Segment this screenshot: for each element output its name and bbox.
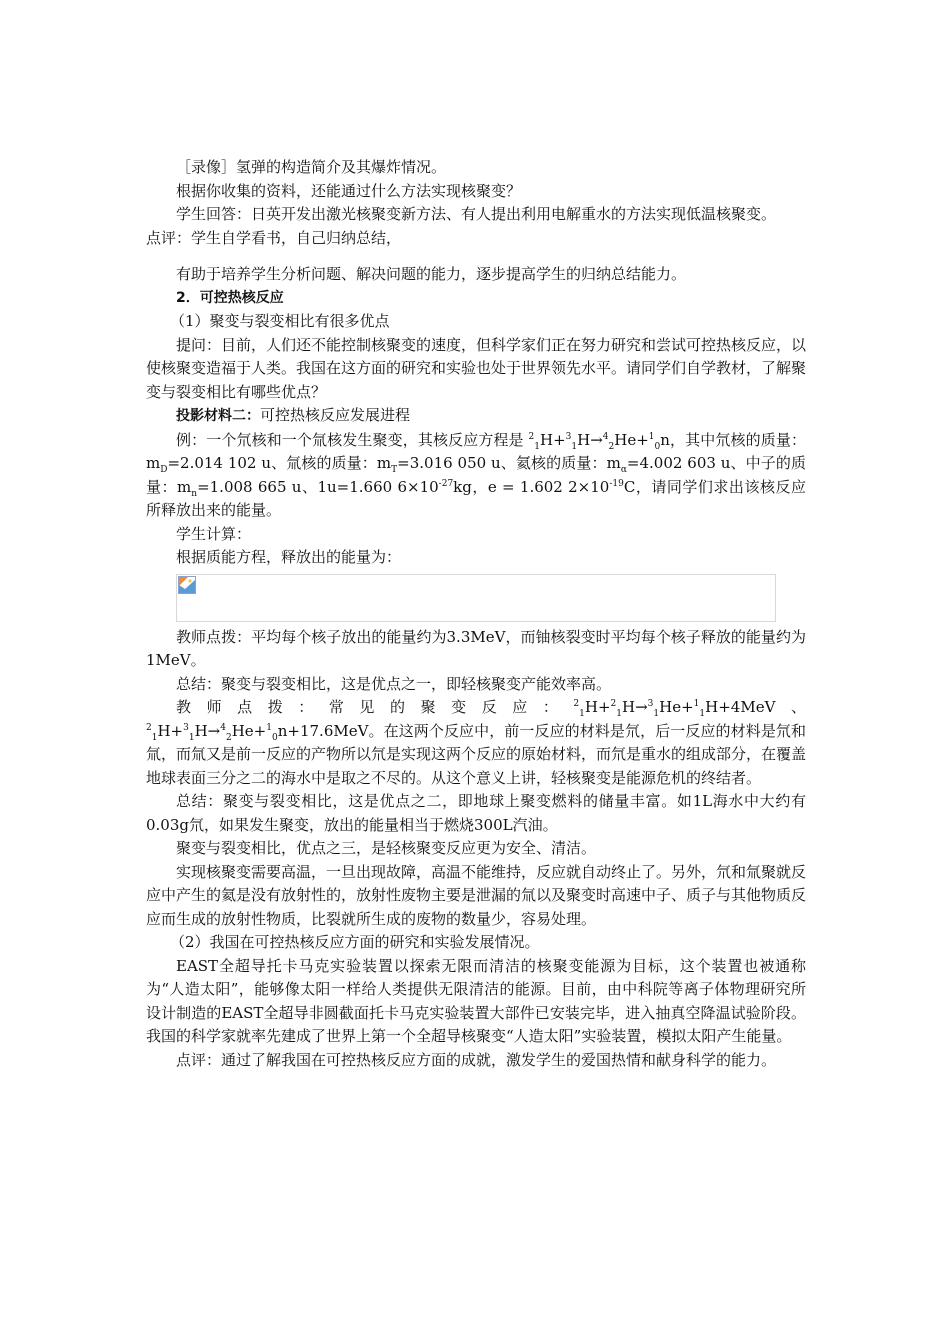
paragraph-summary-2: 总结：聚变与裂变相比，这是优点之二，即地球上聚变燃料的储量丰富。如1L海水中大约有0.03g氘，如果发生聚变，放出的能量相当于燃烧300L汽油。 xyxy=(146,792,806,834)
paragraph-example: 例：一个氘核和一个氚核发生聚变，其核反应方程是 $^2_1$H+$^3_1$H→$^4_2$He+$^1_0$n，其中氘核的质量：$m_D=2.014$ 102 u、氚核的质量：$m_T=3.016$ 050 u、氦核的质量：$m_\alpha=4.002$ 603 u、中子的质量：$m_n=1.008$ 665 u、1u=1.660 $6\times 10^{-27}kg$，e = 1.602 $2\times 10^{-19}C$，请同学们求出该核反应所释放出来的能量。 xyxy=(146,430,807,519)
paragraph-mass-energy: 根据质能方程，释放出的能量为： xyxy=(176,548,402,566)
fusion-equation-a: $^2_1$H+$^2_1$H→$^3_1$He+$^1_1$H xyxy=(573,698,719,719)
paragraph-comment: 点评：学生自学看书，自己归纳总结， xyxy=(146,228,402,247)
paragraph-summary-1: 总结：聚变与裂变相比，这是优点之一，即轻核聚变产能效率高。 xyxy=(176,674,612,693)
paragraph-teacher-hint-1: 教师点拨：平均每个核子放出的能量约为3.3MeV，而铀核裂变时平均每个核子释放的能量约为1MeV。 xyxy=(146,627,806,669)
subheading-advantages: （1）聚变与裂变相比有很多优点 xyxy=(170,312,390,330)
fusion-equation: $^2_1$H+$^3_1$H→$^4_2$He+$^1_0$n xyxy=(528,430,670,452)
paragraph-east: EAST全超导托卡马克实验装置以探索无限而清洁的核聚变能源为目标，这个装置也被通称为“人造太阳”，能够像太阳一样给人类提供无限清洁的能源。目前，由中科院等离子体物理研究所设计制造的EAST全超导非圆截面托卡马克实验装置大部件已安装完毕，进入抽真空降温试验阶段。我国的科学家就率先建成了世界上第一个全超导核聚变“人造太阳”实验装置，模拟太阳产生能量。 xyxy=(146,956,806,1045)
paragraph-projection-material xyxy=(146,404,806,429)
paragraph-ability: 有助于培养学生分析问题、解决问题的能力，逐步提高学生的归纳总结能力。 xyxy=(176,265,687,283)
projection-label: 投影材料二： xyxy=(176,408,260,424)
document-body xyxy=(146,156,806,1072)
subheading-china-research: （2）我国在可控热核反应方面的研究和实验发展情况。 xyxy=(170,933,540,951)
paragraph-ask: 提问：目前，人们还不能控制核聚变的速度，但科学家们正在努力研究和尝试可控热核反应，以使核聚变造福于人类。我国在这方面的研究和实验也处于世界领先水平。请同学们自学教材，了解聚变与裂变相比有哪些优点？ xyxy=(146,335,807,401)
paragraph-advantage-3: 聚变与裂变相比，优点之三，是轻核聚变反应更为安全、清洁。 xyxy=(176,839,597,857)
paragraph-student-calc: 学生计算： xyxy=(176,524,252,543)
paragraph-teacher-hint-2: 教师点拨：常见的聚变反应：$^2_1$H+$^2_1$H→$^3_1$He+$^1_1$H+4MeV、 $^2_1$H+$^3_1$H→$^4_2$He+$^1_0$n+17.6MeV。在这两个反应中，前一反应的材料是氘，后一反应的材料是氘和氚，而氚又是前一反应的产物所以氘是实现这两个反应的原始材料，而氘是重水的组成部分，在覆盖地球表面三分之二的海水中是取之不尽的。从这个意义上讲，轻核聚变是能源危机的终结者。 xyxy=(146,698,807,787)
projection-title: 可控热核反应发展进程 xyxy=(260,406,411,424)
paragraph-safety: 实现核聚变需要高温，一旦出现故障，高温不能维持，反应就自动终止了。另外，氘和氚聚就反应中产生的氦是没有放射性的，放射性废物主要是泄漏的氚以及聚变时高速中子、质子与其他物质反应而生成的放射性物质，比裂就所生成的废物的数量少，容易处理。 xyxy=(146,862,807,928)
paragraph-question: 根据你收集的资料，还能通过什么方法实现核聚变？ xyxy=(176,181,522,200)
broken-image-icon xyxy=(178,576,196,594)
equation-image-placeholder xyxy=(176,574,776,622)
section-heading-controlled-fusion: 2．可控热核反应 xyxy=(176,289,284,306)
paragraph-final-comment: 点评：通过了解我国在可控热核反应方面的成就，激发学生的爱国热情和献身科学的能力。 xyxy=(176,1050,777,1069)
paragraph-student-answer: 学生回答：日英开发出激光核聚变新方法、有人提出利用电解重水的方法实现低温核聚变。 xyxy=(176,205,777,223)
fusion-equation-b: $^2_1$H+$^3_1$H→$^4_2$He+$^1_0$n xyxy=(146,721,288,743)
paragraph-video: ［录像］氢弹的构造简介及其爆炸情况。 xyxy=(176,158,447,176)
